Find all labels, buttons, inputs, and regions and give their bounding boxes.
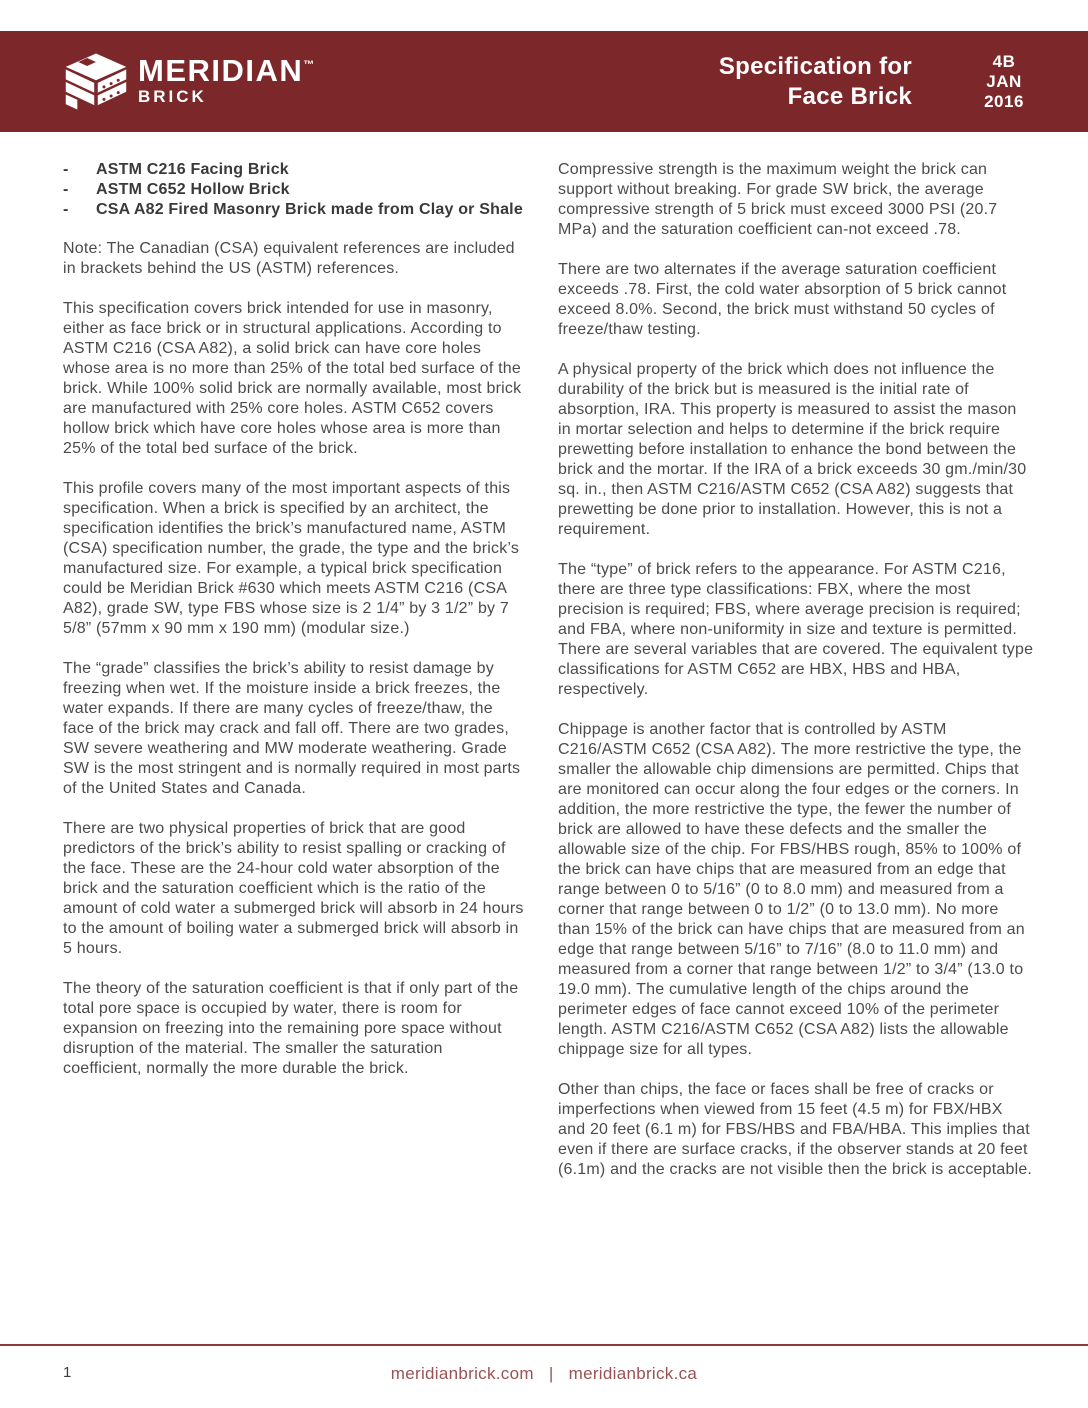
list-item (63, 160, 525, 180)
bullet-marker: - (63, 181, 69, 198)
list-item (63, 200, 525, 220)
paragraph-ira: A physical property of the brick which does not influence the durability of the brick but is measured is the initial rate of absorption, IRA. This property is measured to assist the mason in mortar selection and helps to determine if the brick require prewetting before installation to enhance the bond between the brick and the mortar. If the IRA of a brick exceeds 30 gm./min/30 sq. in., then ASTM C216/ASTM C652 (CSA A82) suggests that prewetting be done prior to installation. However, this is not a requirement. (558, 361, 1027, 538)
bullet-marker: - (63, 201, 69, 218)
logo-brand-name: MERIDIAN™ (138, 53, 316, 88)
meridian-brick-logo (64, 52, 316, 112)
paragraph-specification-scope: This specification covers brick intended for use in masonry, either as face brick or in structural applications. According to ASTM C216 (CSA A82), a solid brick can have core holes whose area is no more than 25% of the total bed surface of the brick. While 100% solid brick are normally available, most brick are manufactured with 25% core holes. ASTM C652 covers hollow brick which have core holes whose area is more than 25% of the total bed surface of the brick. (63, 300, 522, 457)
right-column (558, 160, 1034, 1200)
document-title-line1: Specification for (718, 52, 912, 80)
website-link-com[interactable]: meridianbrick.com (390, 1364, 534, 1383)
website-separator: | (548, 1364, 554, 1383)
paragraph-alternates: There are two alternates if the average saturation coefficient exceeds .78. First, the cold water absorption of 5 brick cannot exceed 8.0%. Second, the brick must withstand 50 cycles of freeze/thaw testing. (558, 261, 1007, 338)
list-item-text: ASTM C652 Hollow Brick (96, 181, 290, 198)
edition-month: JAN (986, 71, 1022, 91)
paragraph-note: Note: The Canadian (CSA) equivalent references are included in brackets behind the US (ASTM) references. (63, 240, 515, 277)
paragraph-saturation-theory: The theory of the saturation coefficient is that if only part of the total pore space is occupied by water, there is room for expansion on freezing into the remaining pore space without disruption of the material. The smaller the saturation coefficient, normally the more durable the brick. (63, 980, 519, 1077)
bullet-marker: - (63, 161, 69, 178)
trademark-symbol: ™ (303, 59, 316, 71)
paragraph-type: The “type” of brick refers to the appearance. For ASTM C216, there are three type classifications: FBX, where the most precision is required; FBS, where average precision is required; and FBA, where non-uniformity in size and texture is permitted. There are several variables that are covered. The equivalent type classifications for ASTM C652 are HBX, HBS and HBA, respectively. (558, 561, 1034, 698)
list-item (63, 180, 525, 200)
document-title (719, 52, 912, 112)
left-column (63, 160, 525, 1099)
logo-subbrand: BRICK (138, 87, 207, 106)
paragraph-compressive-strength: Compressive strength is the maximum weight the brick can support without breaking. For grade SW brick, the average compressive strength of 5 brick must exceed 3000 PSI (20.7 MPa) and the saturation coefficient can-not exceed .78. (558, 161, 998, 238)
reference-standards-list (63, 160, 525, 220)
document-edition (968, 52, 1040, 112)
document-title-line2: Face Brick (787, 82, 912, 110)
header-band (0, 31, 1088, 132)
logo-text (138, 53, 316, 107)
edition-year: 2016 (984, 91, 1024, 111)
website-link-ca[interactable]: meridianbrick.ca (568, 1364, 698, 1383)
edition-code: 4B (992, 51, 1016, 71)
paragraph-chippage: Chippage is another factor that is controlled by ASTM C216/ASTM C652 (CSA A82). The more restrictive the type, the smaller the allowable chip dimensions are permitted. Chips that are monitored can occur along the four edges or the corners. In addition, the more restrictive the type, the fewer the number of brick are allowed to have these defects and the smaller the allowable size of the chip. For FBS/HBS rough, 85% to 100% of the brick can have chips that are measured from an edge that range between 0 to 5/16” (0 to 8.0 mm) and measured from a corner that range between 0 to 1/2” (0 to 13.0 mm). No more than 15% of the brick can have chips that are measured from an edge that range between 5/16” to 7/16” (8.0 to 11.0 mm) and measured from a corner that range between 1/2” to 3/4” (13.0 to 19.0 mm). The cumulative length of the chips around the perimeter edges of face cannot exceed 10% of the perimeter length. ASTM C216/ASTM C652 (CSA A82) lists the allowable chippage size for all types. (558, 721, 1025, 1058)
paragraph-profile-overview: This profile covers many of the most important aspects of this specification. When a brick is specified by an architect, the specification identifies the brick’s manufactured name, ASTM (CSA) specification number, the grade, the type and the brick’s manufactured size. For example, a typical brick specification could be Meridian Brick #630 which meets ASTM C216 (CSA A82), grade SW, type FBS whose size is 2 1/4” by 3 1/2” by 7 5/8” (57mm x 90 mm x 190 mm) (modular size.) (63, 480, 520, 637)
footer-divider (0, 1344, 1088, 1346)
paragraph-physical-properties: There are two physical properties of brick that are good predictors of the brick’s ability to resist spalling or cracking of the face. These are the 24-hour cold water absorption of the brick and the saturation coefficient which is the ratio of the amount of cold water a submerged brick will absorb in 24 hours to the amount of boiling water a submerged brick will absorb in 5 hours. (63, 820, 524, 957)
footer-websites (0, 1364, 1088, 1384)
list-item-text: CSA A82 Fired Masonry Brick made from Clay or Shale (96, 201, 523, 218)
paragraph-cracks: Other than chips, the face or faces shall be free of cracks or imperfections when viewed from 15 feet (4.5 m) for FBX/HBX and 20 feet (6.1 m) for FBS/HBS and FBA/HBA. This implies that even if there are surface cracks, if the observer stands at 20 feet (6.1m) and the cracks are not visible then the brick is acceptable. (558, 1081, 1033, 1178)
list-item-text: ASTM C216 Facing Brick (96, 161, 289, 178)
brick-stack-logo-icon (64, 52, 128, 112)
paragraph-grade: The “grade” classifies the brick’s ability to resist damage by freezing when wet. If the moisture inside a brick freezes, the water expands. If there are many cycles of freeze/thaw, the face of the brick may crack and fall off. There are two grades, SW severe weathering and MW moderate weathering. Grade SW is the most stringent and is normally required in most parts of the United States and Canada. (63, 660, 521, 797)
page-number: 1 (63, 1364, 72, 1381)
